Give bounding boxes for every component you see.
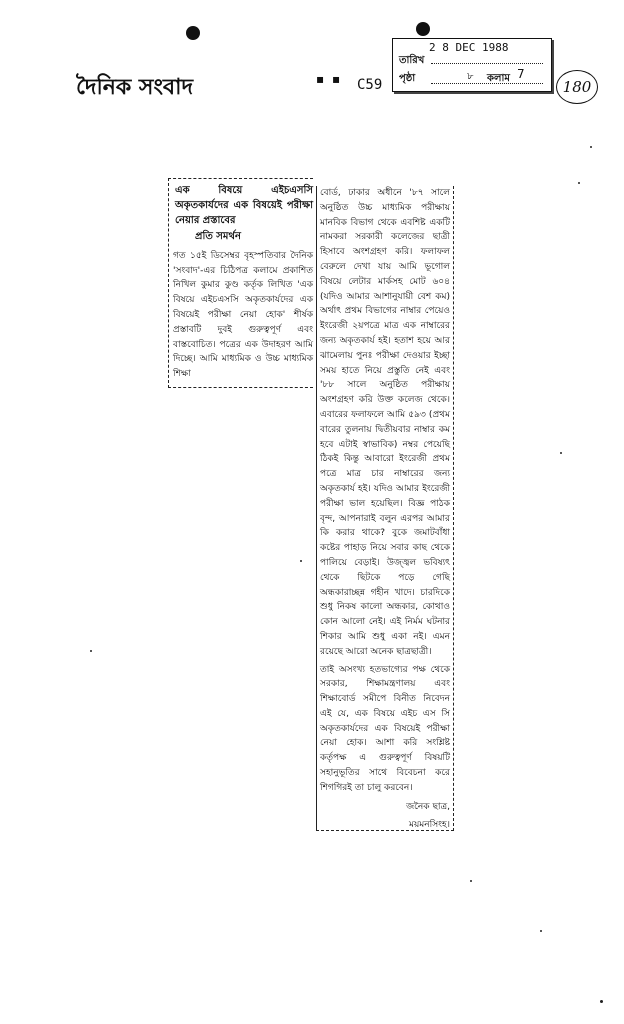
page-code: C59: [357, 77, 383, 93]
stamp-dotted-line: [431, 63, 543, 64]
folio-number: 180: [556, 70, 598, 104]
scan-speck: [90, 650, 92, 652]
scan-speck: [578, 182, 580, 184]
article-headline: এক বিষয়ে এইচএসসি অকৃতকার্যদের এক বিষয়েই পরীক্ষা নেয়ার প্রস্তাবের: [175, 185, 313, 226]
scan-speck: [300, 560, 302, 562]
article-clipping-column-1: [168, 178, 313, 388]
stamp-page-label: পৃষ্ঠা: [399, 73, 416, 84]
signature-place: ময়মনসিংহ।: [408, 820, 450, 831]
article-paragraph: গত ১৫ই ডিসেম্বর বৃহস্পতিবার দৈনিক 'সংবাদ'-এর চিঠিপত্র কলামে প্রকাশিত নিখিল কুমার কুণ্ড কর্তৃক লিখিত 'এক বিষয়ে এইচএসসি অকৃতকার্যদের এক বিষয়েই পরীক্ষা নেয়া হোক' শীর্ষক প্রস্তাবটি দুবই গুরুত্বপূর্ণ এবং বাস্তবোচিত। পত্রের এক উদাহরণ আমি দিচ্ছে। আমি মাধ্যমিক ও উচ্চ মাধ্যমিক শিক্ষা: [173, 250, 313, 380]
newspaper-masthead: দৈনিক সংবাদ: [76, 74, 194, 100]
punch-hole-left: [186, 26, 200, 40]
scan-speck: [590, 146, 592, 148]
scan-speck: [540, 930, 542, 932]
scan-speck: [600, 1000, 603, 1003]
punch-hole-right: [416, 22, 430, 36]
separator-dots: ▪ ▪: [316, 72, 343, 86]
stamp-column-label: কলাম: [487, 73, 510, 84]
stamp-date: 2 8 DEC 1988: [429, 41, 509, 54]
stamp-date-label: তারিখ: [399, 55, 425, 66]
stamp-page-value: ৮: [467, 71, 474, 82]
scan-speck: [470, 880, 472, 882]
article-paragraph: তাই অসংখ্য হতভাগ্যের পক্ষ থেকে সরকার, শিক্ষামন্ত্রণালয় এবং শিক্ষাবোর্ড সমীপে বিনীত নিবেদন এই যে, এক বিষয়ে এইচ এস সি অকৃতকার্যদের এক বিষয়েই পরীক্ষা নেয়া হোক। আশা করি সংশ্লিষ্ট কর্তৃপক্ষ এ গুরুত্বপূর্ণ বিষয়টি সহানুভূতির সাথে বিবেচনা করে শিগগিরই তা চালু করবেন।: [320, 664, 450, 793]
stamp-dotted-line: [431, 83, 543, 84]
date-stamp: [392, 38, 552, 92]
article-clipping-column-2: [316, 186, 454, 831]
article-paragraph: বোর্ড, ঢাকার অধীনে '৮৭ সালে অনুষ্ঠিত উচ্চ মাধ্যমিক পরীক্ষায় মানবিক বিভাগ থেকে এবশিষ্ট একটি নামকরা সরকারী কলেজের ছাত্রী হিসাবে অংশগ্রহণ করি। ফলাফল বেরুলে দেখা যায় আমি ভূগোল বিষয়ে লেটার মার্কসহ মোট ৬০৪ (যদিও আমার আশানুযায়ী বেশ কম) অর্থাৎ প্রথম বিভাগের নাম্বার পেয়েও ইংরেজী ২য়পত্রে মাত্র এক নাম্বারের জন্য অকৃতকার্য হই। হতাশ হয়ে আর ঝামেলায় পুনঃ পরীক্ষা দেওয়ার ইচ্ছা সময় হাতে নিয়ে প্রস্তুতি নেই এবং '৮৮ সালে অনুষ্ঠিত পরীক্ষায় অংশগ্রহণ করি উক্ত কলেজ থেকে। এবারের ফলাফলে আমি ৫৯৩ (প্রথম বারের তুলনায় দ্বিতীয়বার নাম্বার কম হবে এটাই স্বাভাবিক) নম্বর পেয়েছি ঠিকই কিন্তু আবারো ইংরেজী প্রথম পত্রে মাত্র চার নাম্বারের জন্য অকৃতকার্য হই। যদিও আমার ইংরেজী পরীক্ষা ভাল হয়েছিল। বিজ্ঞ পাঠক বৃন্দ, আপনারাই বলুন এরপর আমার কি করার থাকে? বুকে জমাটবাঁধা কষ্টের পাহাড় নিয়ে সবার কাছ থেকে পালিয়ে বেড়াই। উজ্জ্বল ভবিষ্যৎ থেকে ছিটকে পড়ে গেছি অন্ধকারাচ্ছন্ন গহীন খাদে। চারদিকে শুধু নিকষ কালো অন্ধকার, কোথাও কোন আলো নেই। এই নির্মম ঘটনার শিকার আমি শুধু একা নই। এমন রয়েছে আরো অনেক ছাত্রছাত্রী।: [320, 188, 450, 657]
stamp-column-value: 7: [517, 67, 525, 81]
scan-speck: [560, 452, 562, 454]
article-byline: প্রতি সমর্থন: [195, 231, 241, 242]
signature-name: জনৈক ছাত্র,: [406, 801, 450, 812]
